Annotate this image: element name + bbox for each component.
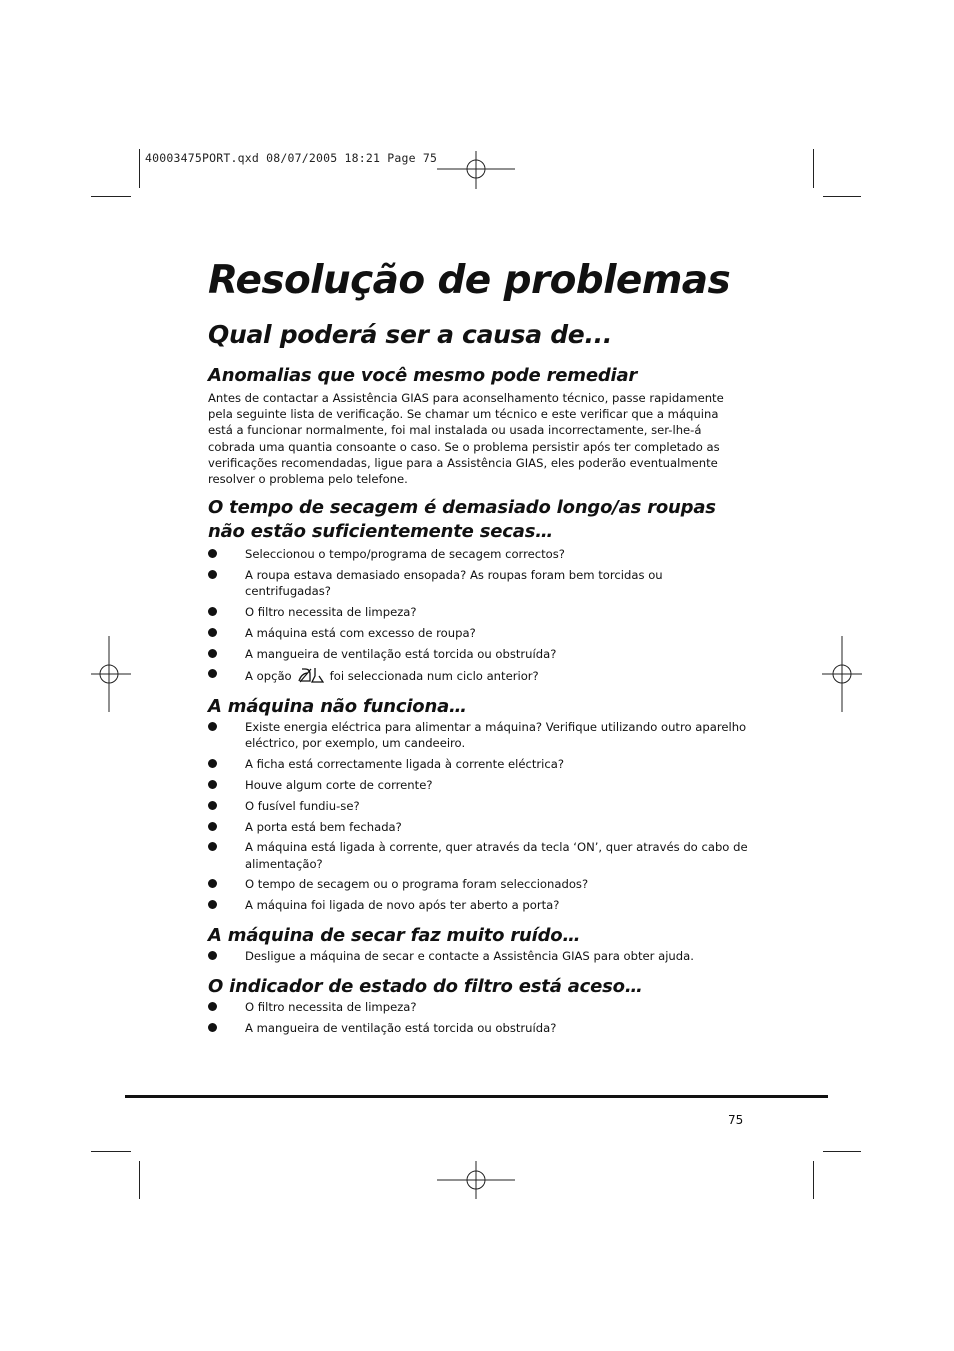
crop-mark-top-left-v (139, 149, 140, 188)
bullet-icon (208, 759, 217, 768)
crop-mark-bottom-right-h (823, 1151, 861, 1152)
checklist-filter-indicator (208, 999, 748, 1036)
section-heading-line-2: não estão suficientemente secas… (208, 521, 554, 543)
list-item-text: O fusível fundiu-se? (245, 798, 360, 813)
bullet-icon (208, 649, 217, 658)
bullet-icon (208, 570, 217, 579)
list-item (208, 948, 748, 964)
print-slug: 40003475PORT.qxd 08/07/2005 18:21 Page 75 (145, 151, 438, 165)
bullet-icon (208, 607, 217, 616)
list-item-text: Desligue a máquina de secar e contacte a Assistência GIAS para obter ajuda. (245, 948, 694, 963)
bullet-icon (208, 669, 217, 678)
list-item-text: A opção (245, 669, 292, 684)
crop-mark-bottom-left-h (91, 1151, 131, 1152)
bullet-icon (208, 879, 217, 888)
section-heading-drying-time (208, 496, 748, 544)
page-number: 75 (728, 1113, 744, 1127)
registration-mark-left-icon (91, 636, 131, 712)
intro-paragraph: Antes de contactar a Assistência GIAS para aconselhamento técnico, passe rapidamente pela seguinte lista de verificação. Se chamar um técnico e este verificar que a máquina está a funcionar normalmente, foi mal instalada ou usada incorrectamente, ser-lhe-á cobrada uma quantia consoante o caso. Se o problema persistir após ter completado as verificações recomendadas, ligue para a Assistência GIAS, eles poderão eventualmente resolver o problema pelo telefone. (208, 391, 724, 487)
crop-mark-top-right-v (813, 149, 814, 188)
list-item-text: A máquina está com excesso de roupa? (245, 625, 476, 640)
iron-ironing-icon (298, 666, 324, 684)
list-item (208, 666, 748, 684)
checklist-not-working (208, 719, 748, 913)
registration-mark-top-icon (437, 151, 515, 189)
checklist-drying-time (208, 546, 748, 684)
main-content (208, 364, 748, 1040)
list-item (208, 567, 748, 599)
list-item-text: O tempo de secagem ou o programa foram seleccionados? (245, 877, 589, 892)
list-item (208, 546, 748, 562)
list-item (208, 777, 748, 793)
list-item (208, 839, 748, 871)
list-item-text: A máquina está ligada à corrente, quer através da tecla ‘ON’, quer através do cabo de alimentação? (245, 840, 748, 871)
page-title: Resolução de problemas (208, 258, 731, 303)
list-item-text: A mangueira de ventilação está torcida ou obstruída? (245, 646, 557, 661)
registration-mark-right-icon (822, 636, 862, 712)
list-item (208, 625, 748, 641)
section-heading-filter-indicator: O indicador de estado do filtro está aceso… (208, 975, 643, 997)
list-item-text: Existe energia eléctrica para alimentar a máquina? Verifique utilizando outro aparelho eléctrico, por exemplo, um candeeiro. (245, 720, 747, 751)
bullet-icon (208, 801, 217, 810)
section-heading-line-1: O tempo de secagem é demasiado longo/as roupas (208, 497, 716, 519)
bullet-icon (208, 722, 217, 731)
list-item (208, 604, 748, 620)
list-item (208, 999, 748, 1015)
bullet-icon (208, 951, 217, 960)
crop-mark-bottom-left-v (139, 1161, 140, 1199)
list-item (208, 1020, 748, 1036)
crop-mark-top-left-h (91, 196, 131, 197)
list-item-text: A ficha está correctamente ligada à corrente eléctrica? (245, 757, 565, 772)
list-item-text: O filtro necessita de limpeza? (245, 999, 417, 1014)
list-item (208, 798, 748, 814)
bullet-icon (208, 842, 217, 851)
bullet-icon (208, 900, 217, 909)
section-heading-not-working: A máquina não funciona… (208, 696, 467, 718)
list-item (208, 876, 748, 892)
bullet-icon (208, 549, 217, 558)
checklist-noise (208, 948, 748, 964)
bullet-icon (208, 780, 217, 789)
bullet-icon (208, 628, 217, 637)
crop-mark-top-right-h (823, 196, 861, 197)
list-item-text: Seleccionou o tempo/programa de secagem correctos? (245, 547, 565, 562)
bullet-icon (208, 1002, 217, 1011)
page-subtitle: Qual poderá ser a causa de... (208, 320, 613, 349)
list-item-text: A roupa estava demasiado ensopada? As roupas foram bem torcidas ou centrifugadas? (245, 568, 663, 599)
footer-rule (125, 1095, 828, 1098)
list-item-text: A máquina foi ligada de novo após ter aberto a porta? (245, 898, 560, 913)
list-item-text: O filtro necessita de limpeza? (245, 605, 417, 620)
list-item-text: A mangueira de ventilação está torcida ou obstruída? (245, 1020, 557, 1035)
list-item-text: foi seleccionada num ciclo anterior? (329, 669, 539, 684)
list-item-text: A porta está bem fechada? (245, 819, 402, 834)
list-item (208, 719, 748, 751)
list-item-text: Houve algum corte de corrente? (245, 778, 433, 792)
list-item (208, 897, 748, 913)
bullet-icon (208, 1023, 217, 1032)
bullet-icon (208, 822, 217, 831)
list-item (208, 819, 748, 835)
list-item (208, 756, 748, 772)
crop-mark-bottom-right-v (813, 1161, 814, 1199)
intro-heading: Anomalias que você mesmo pode remediar (208, 365, 638, 386)
registration-mark-bottom-icon (437, 1161, 515, 1199)
section-heading-noise: A máquina de secar faz muito ruído… (208, 924, 581, 946)
list-item (208, 646, 748, 662)
